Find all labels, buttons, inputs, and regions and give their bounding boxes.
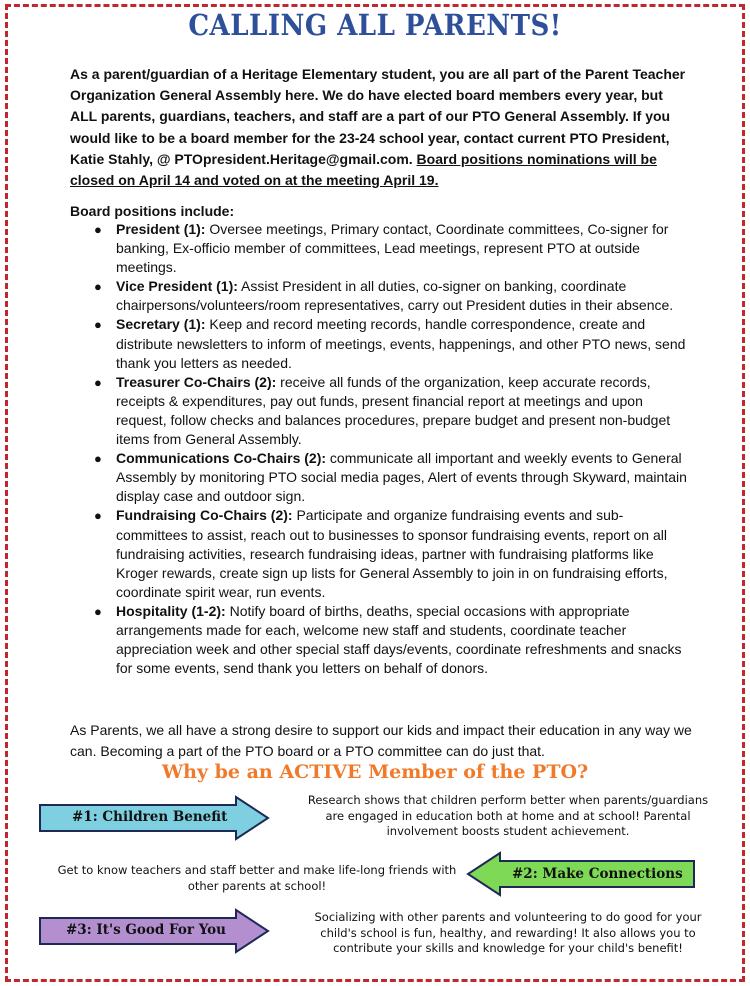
position-name: President (1): bbox=[116, 221, 206, 237]
why-heading: Why be an ACTIVE Member of the PTO? bbox=[161, 761, 589, 783]
position-name: Hospitality (1-2): bbox=[116, 602, 226, 619]
position-desc: Assist President in all duties, co-signer on banking, coordinate chairpersons/volunteers/room representatives, carry out President duties in their absence. bbox=[116, 278, 674, 314]
position-item-communications bbox=[94, 449, 690, 506]
reason-label-connections: #2: Make Connections bbox=[512, 866, 683, 882]
position-item-president bbox=[94, 220, 690, 277]
position-desc: Oversee meetings, Primary contact, Coordinate committees, Co-signer for banking, Ex-officio member of committees, Lead meetings, represent PTO at outside meetings. bbox=[116, 221, 669, 276]
positions-list bbox=[94, 220, 690, 678]
reason-label-children: #1: Children Benefit bbox=[72, 809, 228, 825]
intro-text: As a parent/guardian of a Heritage Elementary student, you are all part of the Parent Teacher Organization General Assembly here. We do have elected board members every year, but ALL parents, guardians, teachers, and staff are a part of our PTO General Assembly. If you would like to be a board member for the 23-24 school year, contact current PTO President, Katie Stahly, @ PTOpresident.Heritage@gmail.com. bbox=[70, 66, 686, 167]
position-name: Communications Co-Chairs (2): bbox=[116, 450, 327, 467]
bullet-icon: ● bbox=[94, 279, 102, 295]
position-item-fundraising bbox=[94, 506, 690, 601]
reason-desc-connections: Get to know teachers and staff better and make life-long friends with other parents at school! bbox=[57, 863, 457, 893]
bullet-icon: ● bbox=[94, 222, 102, 237]
bullet-icon: ● bbox=[94, 508, 102, 524]
position-desc: Notify board of births, deaths, special occasions with appropriate arrangements made for each, welcome new staff and students, coordinate teacher appreciation week and other special staff days/events, coordinate refreshments and snacks for some events, send thank you letters on behalf of donors. bbox=[116, 602, 682, 677]
position-item-secretary bbox=[94, 315, 690, 372]
bullet-icon: ● bbox=[94, 374, 102, 390]
reason-desc-good-for-you: Socializing with other parents and volunteering to do good for your child's school is fun, healthy, and rewarding! It also allows you to contribute your skills and knowledge for your child's benefit! bbox=[314, 910, 702, 955]
position-desc: Participate and organize fundraising events and sub-committees to assist, reach out to businesses to sponsor fundraising events, report on all fundraising activities, research fundraising ideas, partner with fundraising platforms like Kroger rewards, create sign up lists for General Assembly to join in on fundraising efforts, coordinate spirit wear, run events. bbox=[116, 507, 668, 600]
position-item-treasurer bbox=[94, 373, 690, 449]
position-name: Fundraising Co-Chairs (2): bbox=[116, 507, 293, 524]
position-desc: Keep and record meeting records, handle correspondence, create and distribute newsletters to inform of meetings, events, happenings, and other PTO news, send thank you letters as needed. bbox=[116, 316, 686, 371]
position-name: Treasurer Co-Chairs (2): bbox=[116, 373, 277, 390]
position-name: Vice President (1): bbox=[116, 278, 238, 295]
position-item-vice-president bbox=[94, 277, 690, 315]
bullet-icon: ● bbox=[94, 603, 102, 619]
positions-heading: Board positions include: bbox=[70, 203, 235, 219]
position-item-hospitality bbox=[94, 602, 690, 678]
bullet-icon: ● bbox=[94, 317, 102, 333]
position-desc: communicate all important and weekly events to General Assembly by monitoring PTO social media pages, Alert of events through Skyward, maintain display case and outdoor sign. bbox=[116, 450, 687, 505]
position-desc: receive all funds of the organization, keep accurate records, receipts & expenditures, pay out funds, present financial report at meetings and upon request, follow checks and balances procedures, prepare budget and present non-budget items from General Assembly. bbox=[116, 373, 671, 448]
intro-paragraph bbox=[70, 64, 690, 191]
reason-label-good-for-you: #3: It's Good For You bbox=[66, 922, 226, 938]
closing-paragraph: As Parents, we all have a strong desire to support our kids and impact their education in any way we can. Becoming a part of the PTO board or a PTO committee can do just that. bbox=[70, 722, 692, 759]
reason-desc-children: Research shows that children perform better when parents/guardians are engaged in education both at home and at school! Parental involvement boosts student achievement. bbox=[307, 793, 709, 838]
nomination-deadline: Board positions nominations will be closed on April 14 and voted on at the meeting April 19. bbox=[70, 150, 657, 189]
page-title: CALLING ALL PARENTS! bbox=[188, 8, 562, 42]
position-name: Secretary (1): bbox=[116, 316, 206, 333]
bullet-icon: ● bbox=[94, 451, 102, 467]
